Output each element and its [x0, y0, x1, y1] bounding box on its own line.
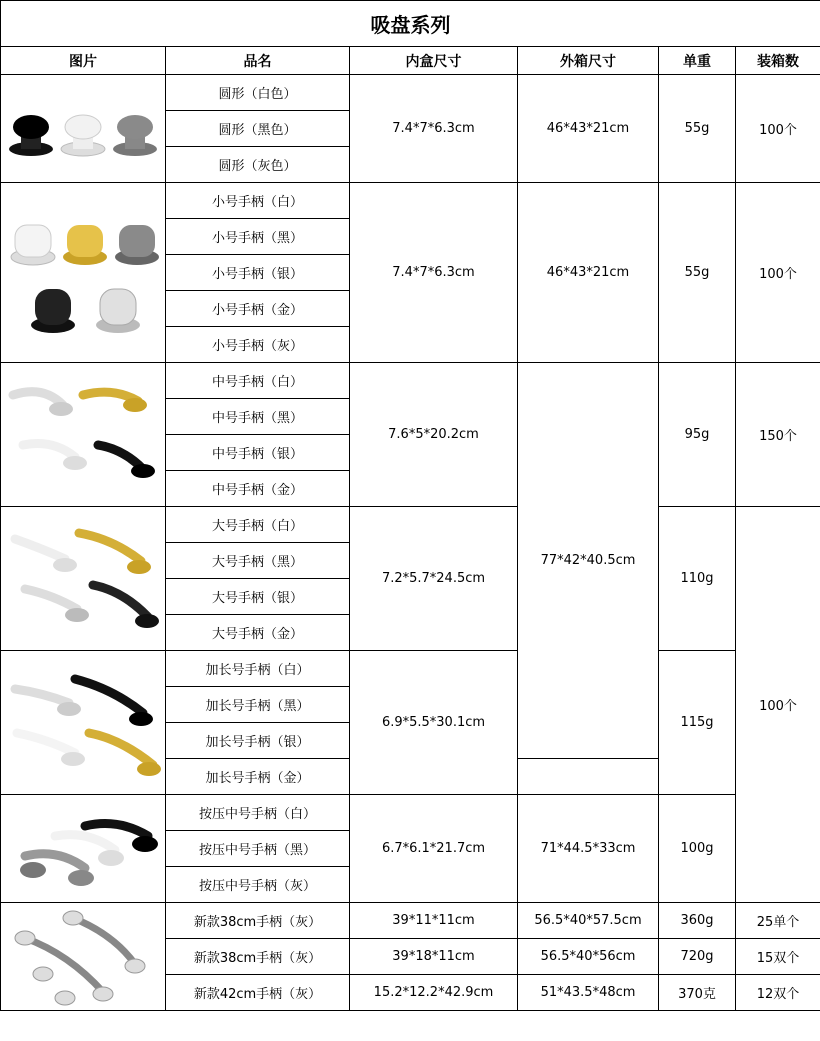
product-image-round — [1, 75, 166, 183]
product-name: 加长号手柄（银） — [166, 723, 350, 759]
extra-long-handle-icon — [3, 653, 163, 793]
product-name: 中号手柄（白） — [166, 363, 350, 399]
unit-weight: 115g — [659, 651, 736, 795]
header-inner-box-size: 内盒尺寸 — [350, 47, 518, 75]
carton-qty: 12双个 — [736, 975, 820, 1011]
product-name: 小号手柄（金） — [166, 291, 350, 327]
product-name: 圆形（白色） — [166, 75, 350, 111]
inner-box-size: 6.7*6.1*21.7cm — [350, 795, 518, 903]
product-image-large-handle — [1, 507, 166, 651]
product-name: 新款38cm手柄（灰） — [166, 903, 350, 939]
outer-carton-size: 71*44.5*33cm — [518, 795, 659, 903]
inner-box-size: 39*11*11cm — [350, 903, 518, 939]
product-image-new-grab-bar — [1, 903, 166, 1011]
unit-weight: 720g — [659, 939, 736, 975]
product-name: 按压中号手柄（黑） — [166, 831, 350, 867]
carton-qty: 100个 — [736, 507, 820, 903]
inner-box-size: 7.6*5*20.2cm — [350, 363, 518, 507]
product-name: 加长号手柄（白） — [166, 651, 350, 687]
product-name: 中号手柄（银） — [166, 435, 350, 471]
unit-weight: 95g — [659, 363, 736, 507]
product-image-small-handle — [1, 183, 166, 363]
header-image: 图片 — [1, 47, 166, 75]
header-carton-qty: 装箱数 — [736, 47, 820, 75]
product-name: 新款42cm手柄（灰） — [166, 975, 350, 1011]
product-name: 小号手柄（白） — [166, 183, 350, 219]
outer-carton-size: 46*43*21cm — [518, 183, 659, 363]
press-handle-icon — [3, 796, 163, 901]
carton-qty: 15双个 — [736, 939, 820, 975]
product-name: 小号手柄（银） — [166, 255, 350, 291]
product-name: 圆形（黑色） — [166, 111, 350, 147]
product-name: 新款38cm手柄（灰） — [166, 939, 350, 975]
outer-carton-size: 51*43.5*48cm — [518, 975, 659, 1011]
unit-weight: 360g — [659, 903, 736, 939]
product-name: 大号手柄（金） — [166, 615, 350, 651]
large-handle-icon — [3, 509, 163, 649]
product-name: 加长号手柄（黑） — [166, 687, 350, 723]
outer-carton-size: 77*42*40.5cm — [518, 363, 659, 759]
product-name: 中号手柄（金） — [166, 471, 350, 507]
small-handle-suction-icon — [3, 185, 163, 360]
carton-qty: 25单个 — [736, 903, 820, 939]
product-name: 大号手柄（白） — [166, 507, 350, 543]
inner-box-size: 7.2*5.7*24.5cm — [350, 507, 518, 651]
product-name: 圆形（灰色） — [166, 147, 350, 183]
carton-qty: 100个 — [736, 183, 820, 363]
product-name: 小号手柄（黑） — [166, 219, 350, 255]
carton-qty: 150个 — [736, 363, 820, 507]
header-outer-carton-size: 外箱尺寸 — [518, 47, 659, 75]
inner-box-size: 39*18*11cm — [350, 939, 518, 975]
product-image-medium-handle — [1, 363, 166, 507]
new-grab-bar-icon — [3, 904, 163, 1009]
inner-box-size: 7.4*7*6.3cm — [350, 75, 518, 183]
product-name: 中号手柄（黑） — [166, 399, 350, 435]
unit-weight: 55g — [659, 75, 736, 183]
round-suction-cup-icon — [3, 79, 163, 179]
unit-weight: 110g — [659, 507, 736, 651]
medium-handle-icon — [3, 365, 163, 505]
outer-carton-size: 56.5*40*57.5cm — [518, 903, 659, 939]
product-name: 大号手柄（黑） — [166, 543, 350, 579]
product-image-press-handle — [1, 795, 166, 903]
carton-qty: 100个 — [736, 75, 820, 183]
unit-weight: 55g — [659, 183, 736, 363]
inner-box-size: 7.4*7*6.3cm — [350, 183, 518, 363]
header-unit-weight: 单重 — [659, 47, 736, 75]
product-image-extra-long-handle — [1, 651, 166, 795]
inner-box-size: 6.9*5.5*30.1cm — [350, 651, 518, 795]
inner-box-size: 15.2*12.2*42.9cm — [350, 975, 518, 1011]
product-name: 按压中号手柄（白） — [166, 795, 350, 831]
product-name: 小号手柄（灰） — [166, 327, 350, 363]
product-name: 按压中号手柄（灰） — [166, 867, 350, 903]
outer-carton-size: 46*43*21cm — [518, 75, 659, 183]
product-name: 加长号手柄（金） — [166, 759, 350, 795]
outer-carton-size: 56.5*40*56cm — [518, 939, 659, 975]
header-product-name: 品名 — [166, 47, 350, 75]
unit-weight: 100g — [659, 795, 736, 903]
unit-weight: 370克 — [659, 975, 736, 1011]
table-title: 吸盘系列 — [1, 1, 820, 47]
product-name: 大号手柄（银） — [166, 579, 350, 615]
